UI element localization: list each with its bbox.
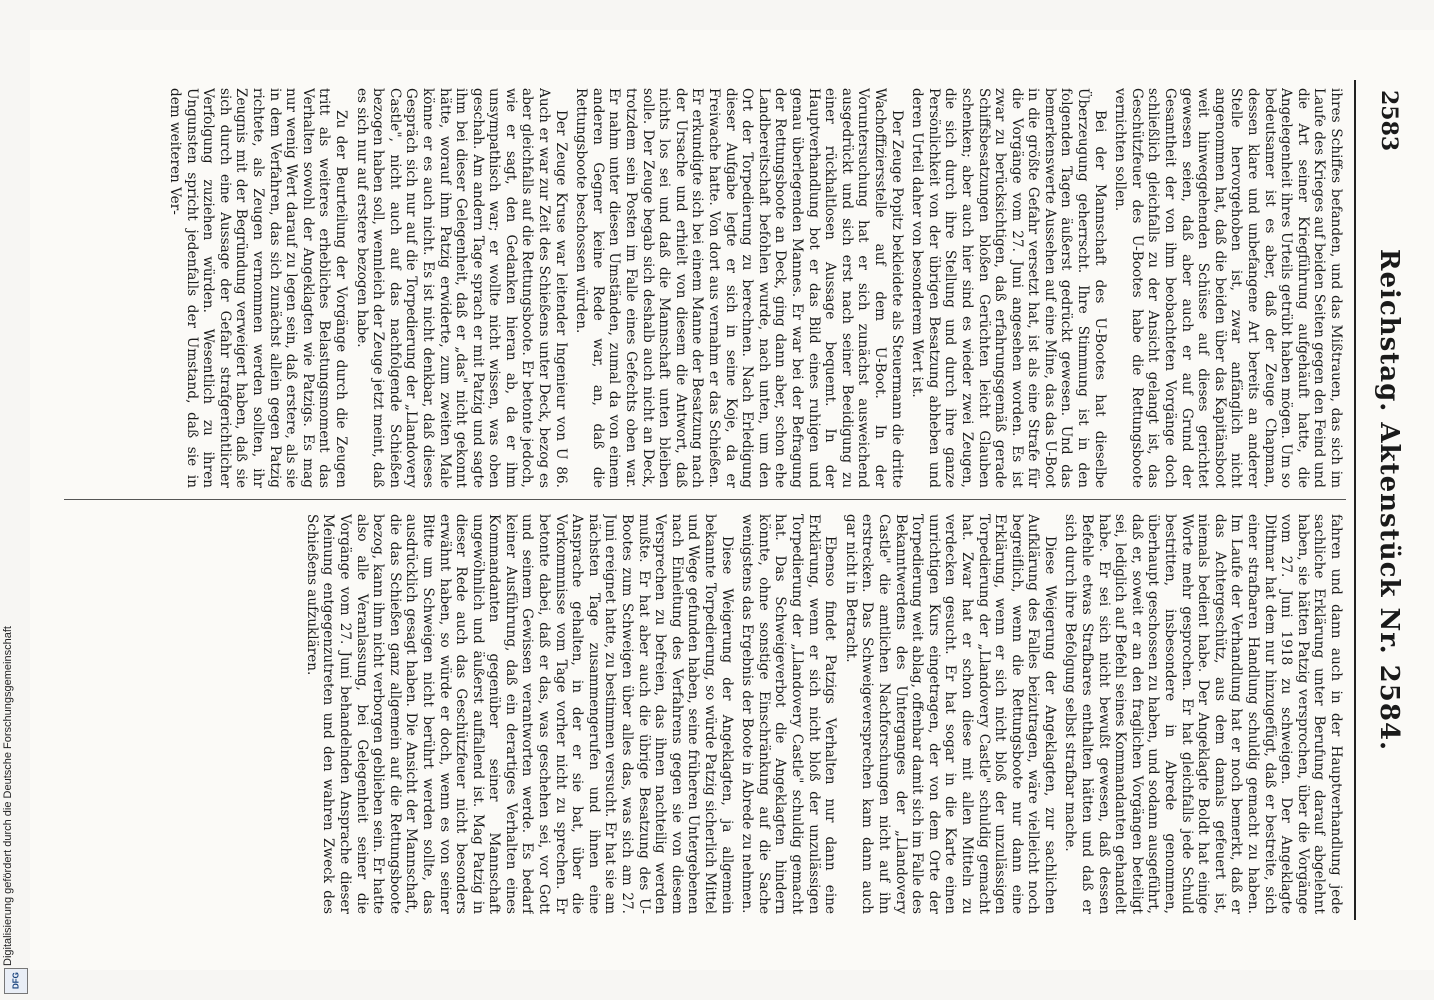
paragraph: Diese Weigerung der Angeklagten, zur sachlichen Aufklärung des Falles beizutragen, wäre vielleicht noch begreiflich, wenn die Rettungsboote nur dann eine Erklärung, wenn er sich nicht bloß der unzulässigen Torpedierung der „Llandovery Castle" schuldig gemacht hat. Zwar hat er schon diese mit allen Mitteln zu verdecken gesucht. Er hat sogar in die Karte einen unrichtigen Kurs eingetragen, der von dem Orte der Torpedierung weit ablag, offenbar damit sich im Falle des Bekanntwerdens des Unterganges der „Llandovery Castle" die amtlichen Nachforschungen nicht auf ihn erstrecken. Das Schweigeversprechen kam dann auch gar nicht in Betracht. [842, 514, 1058, 914]
text-column-right [69, 514, 1344, 914]
paragraph: Der Zeuge Kruse war leitender Ingenieur von U 86. Auch er war zur Zeit des Schießens unter Deck, bezog es aber gleichfalls auf die Rettungsboote. Er betonte jedoch, wie er sagt, den Gedanken hieran ab, da er ihm unsympathisch war; er wollte nicht wissen, was oben geschah. Am andern Tage sprach er mit Patzig und sagte ihm bei dieser Gelegenheit, daß er „das" nicht gekonnt hätte, worauf ihm Patzig erwiderte, zum zweiten Male könne er es auch nicht. Es ist nicht denkbar, daß dieses Gespräch sich nur auf die Torpedierung der „Llandovery Castle", nicht auch auf das nachfolgende Schießen bezogen haben soll, wennleich der Zeuge jetzt meint, daß es sich nur auf erstere bezogen habe. [353, 88, 569, 488]
paragraph: Ebenso findet Patzigs Verhalten nur dann eine Erklärung, wenn er sich nicht bloß der unzulässigen Torpedierung der „Llandovery Castle" schuldig gemacht hat. Das Schweigeverbot die Angeklagten hindern könnte, ohne sonstige Einschränkung auf die Sache wenigstens das Ergebnis der Boote in Abrede zu nehmen. [739, 514, 839, 914]
digitization-sidebar [0, 0, 30, 1000]
paragraph: Der Zeuge Popitz bekleidete als Steuermann die dritte Wachoffiziersstelle auf dem U-Boot. In der Voruntersuchung hat er sich zunächst ausweichend ausgedrückt und sich erst nach seiner Beeidigung zu einer rückhaltlosen Aussage bequemt. In der Hauptverhandlung bot er das Bild eines ruhigen und genau überlegenden Mannes. Er war bei der Befragung der Rettungsboote an Deck, ging dann aber, schon ehe Landbereitschaft befohlen wurde, nach unten, um den Ort der Torpedierung zu berechnen. Nach Erledigung dieser Aufgabe legte er sich in seine Koje, da er Freiwache hatte. Von dort aus vernahm er das Schießen. Er erkundigte sich bei einem Manne der Besatzung nach der Ursache und erhielt von diesem die Antwort, daß nichts los sei und daß die Mannschaft unten bleiben solle. Der Zeuge begab sich deshalb auch nicht an Deck, trotzdem sein Posten im Falle eines Gefechts oben war. Er nahm unter diesen Umständen, zumal da von einem anderen Gegner keine Rede war, an, daß die Rettungsboote beschossen würden. [573, 88, 905, 488]
header-rule [1354, 80, 1356, 920]
rotated-page [24, 30, 1434, 970]
page-title: Reichstag. Aktenstück Nr. 2584. [1374, 248, 1404, 752]
paragraph: Zu der Beurteilung der Vorgänge durch die Zeugen tritt als weiteres erhebliches Belastungsmoment das Verhalten sowohl der Angeklagten wie Patzigs. Es mag nur wenig Wert darauf zu legen sein, daß erstere, als sie in dem Verfahren, das sich zunächst allein gegen Patzig richtete, als Zeugen vernommen werden sollten, ihr Zeugnis mit der Begründung verweigert haben, daß sie sich durch eine Aussage der Gefahr strafgerichtlicher Verfolgung zuziehen würden. Wesentlich zu ihren Ungunsten spricht jedenfalls der Umstand, daß sie in dem weiteren Ver- [167, 88, 349, 488]
page-number-left: 2583 [1376, 90, 1402, 152]
page-header [1364, 90, 1404, 910]
paragraph: Diese Weigerung der Angeklagten, ja allgemein bekannte Torpedierung, so würde Patzig sicherlich Mittel und Wege gefunden haben, seine früheren Untergebenen nach Einleitung des Verfahrens gegen sie von diesem Versprechen zu befreien, das ihnen nachteilig werden mußte. Er hat aber auch die übrige Besatzung des U-Bootes zum Schweigen über alles das, was sich am 27. Juni ereignet hatte, zu bestimmen versucht. Er hat sie am nächsten Tage zusammengerufen und ihnen eine Ansprache gehalten, in der er sie bat, über die Vorkommnisse vom Tage vorher nicht zu sprechen. Er betonte dabei, daß er das, was geschehen sei, vor Gott und seinem Gewissen verantworten werde. Es bedarf keiner Ausführung, daß ein derartiges Verhalten eines Kommandanten gegenüber seiner Mannschaft ungewöhnlich und äußerst auffallend ist. Mag Patzig in dieser Rede auch das Geschützfeuer nicht besonders erwähnt haben, so würde er doch, wenn es von seiner Bitte um Schweigen nicht berührt werden sollte, das ausdrücklich gesagt haben. Die Ansicht der Mannschaft, die das Schießen ganz allgemein auf die Rettungsboote bezog, kann ihm nicht verborgen geblieben sein. Er hatte also alle Veranlassung, bei Gelegenheit seiner die Vorgänge vom 27. Juni behandelnden Ansprache dieser Meinung entgegenzutreten und den wahren Zweck des Schießens aufzuklären. [303, 514, 735, 914]
digitization-credit: Digitalisierung gefördert durch die Deutsche Forschungsgemeinschaft [2, 626, 14, 966]
paragraph: Bei der Mannschaft des U-Bootes hat dieselbe Überzeugung geherrscht. Ihre Stimmung ist in den folgenden Tagen äußerst gedrückt gewesen. Und das bemerkenswerte Aussehen auf eine Mine, das das U-Boot in die größte Gefahr versetzt hat, ist als eine Strafe für die Vorgänge vom 27. Juni angesehen worden. Es ist zwar zu berücksichtigen, daß erfahrungsgemäß gerade Schiffsbesatzungen bloßen Gerüchten leicht Glauben schenken; aber auch hier sind es wieder zwei Zeugen, die sich durch ihre Stellung und durch ihre ganze Persönlichkeit von der übrigen Besatzung abheben und deren Urteil daher von besonderem Wert ist. [909, 88, 1108, 488]
paragraph: ihres Schiffes befanden, und das Mißtrauen, das sich im Laufe des Krieges auf beiden Seiten gegen den Feind und die Art seiner Kriegführung aufgehäuft hatte, die Angelegenheit ihres Urteils getrübt haben mögen. Um so bedeutsamer ist es aber, daß der Zeuge Chapman, dessen klare und unbefangene Art bereits an anderer Stelle hervorgehoben ist, zwar anfänglich nicht angenommen hat, daß die beiden über das Kapitänsboot weit hinweggehenden Schüsse auf dieses gerichtet gewesen seien, daß aber auch er auf Grund der Gesamtheit der von ihm beobachteten Vorgänge doch schließlich gleichfalls zu der Ansicht gelangt ist, das Geschützfeuer des U-Bootes habe die Rettungsboote vernichten sollen. [1112, 88, 1344, 488]
dfg-logo-icon: DFG [4, 968, 28, 994]
paragraph: fahren und dann auch in der Hauptverhandlung jede sachliche Erklärung unter Berufung darauf abgelehnt haben, sie hätten Patzig versprochen, über die Vorgänge vom 27. Juni 1918 zu schweigen. Der Angeklagte Dithmar hat dem nur hinzugefügt, daß er bestreite, sich einer strafbaren Handlung schuldig gemacht zu haben. Im Laufe der Verhandlung hat er noch bemerkt, daß er das Achtergeschütz, aus dem damals gefeuert ist, niemals bedient habe. Der Angeklagte Boldt hat einige Worte mehr gesprochen. Er hat gleichfalls jede Schuld bestritten, insbesondere in Abrede genommen, überhaupt geschossen zu haben, und sodann ausgeführt, daß er, soweit er an den fraglichen Vorgängen beteiligt sei, lediglich auf Befehl seines Kommandanten gehandelt habe. Er sei sich nicht bewußt gewesen, daß dessen Befehle etwas Strafbares enthalten hätten und daß er sich durch ihre Befolgung selbst strafbar mache. [1062, 514, 1344, 914]
text-column-left [69, 88, 1344, 488]
column-divider [64, 499, 1346, 500]
